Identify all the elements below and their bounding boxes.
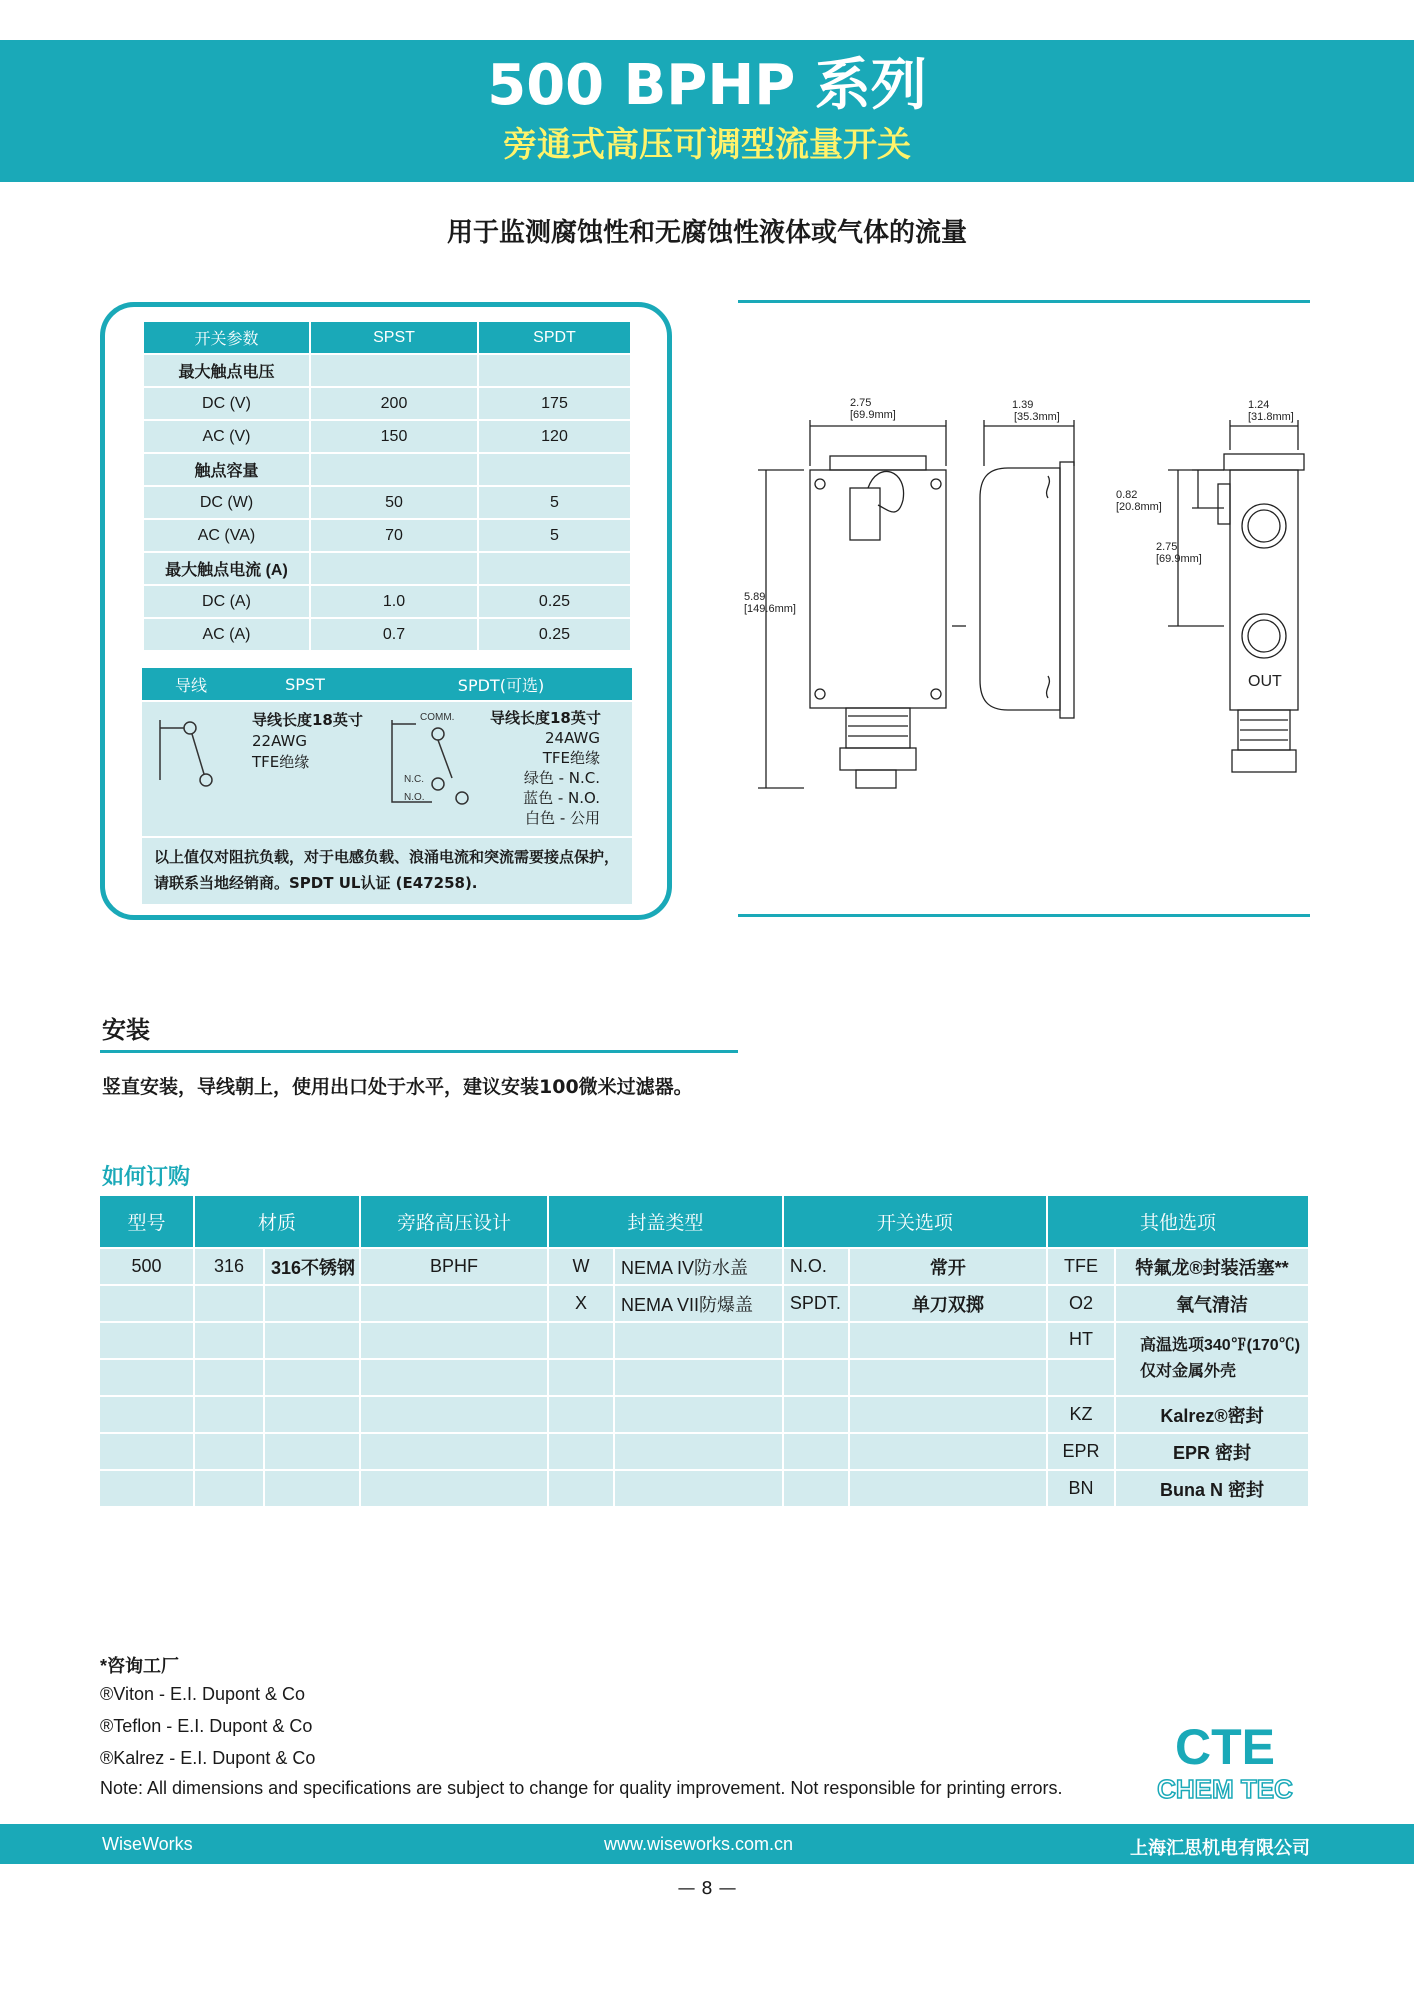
order-cell: 常开: [849, 1248, 1047, 1285]
wiring-note: 以上值仅对阻抗负载，对于电感负载、浪涌电流和突流需要接点保护，请联系当地经销商。SPDT UL认证 (E47258).: [142, 838, 632, 904]
cte-logo: [1140, 1720, 1310, 1804]
order-cell: [100, 1285, 194, 1322]
order-cell: NEMA VII防爆盖: [614, 1285, 783, 1322]
spec-spdt: [478, 552, 631, 585]
dim-w3-mm: [31.8mm]: [1248, 411, 1294, 423]
spec-spst: [310, 453, 478, 486]
order-cell: 500: [100, 1248, 194, 1285]
spec-row: [143, 618, 631, 651]
order-row: [100, 1433, 1309, 1470]
spec-header-row: [143, 321, 631, 354]
order-header-material: 材质: [194, 1196, 360, 1248]
order-row: [100, 1470, 1309, 1507]
dim-w1: 2.75: [850, 397, 872, 409]
footnote: *咨询工厂: [100, 1656, 180, 1676]
order-cell: X: [548, 1285, 614, 1322]
drawing-top-rule: [738, 300, 1310, 303]
page-title: 500 BPHP 系列: [487, 53, 927, 118]
order-row: [100, 1396, 1309, 1433]
order-header-row: [100, 1196, 1309, 1248]
order-cell: SPDT.: [783, 1285, 849, 1322]
footnote: ®Kalrez - E.I. Dupont & Co: [100, 1748, 316, 1768]
intro-text: 用于监测腐蚀性和无腐蚀性液体或气体的流量: [446, 218, 967, 248]
spec-spst: [310, 552, 478, 585]
dim-w1-mm: [69.9mm]: [850, 409, 896, 421]
order-cell: Kalrez®密封: [1115, 1396, 1309, 1433]
footer-company: 上海汇思机电有限公司: [1130, 1838, 1310, 1858]
page-number: — 8 —: [677, 1878, 737, 1899]
wiring-comm-label: COMM.: [420, 712, 455, 723]
install-title: 安装: [102, 1016, 150, 1044]
order-table: [100, 1196, 1310, 1508]
spec-row: [143, 354, 631, 387]
spec-row: [143, 585, 631, 618]
footer-left: WiseWorks: [102, 1834, 193, 1854]
spdt-desc-line: 白色 - 公用: [525, 809, 600, 827]
spec-spst: 70: [310, 519, 478, 552]
spec-label: DC (W): [143, 486, 310, 519]
spec-spdt: 5: [478, 486, 631, 519]
order-cell: [360, 1285, 548, 1322]
order-row: [100, 1322, 1309, 1359]
spec-header-spdt: SPDT: [478, 321, 631, 354]
header-banner: [0, 40, 1414, 182]
spec-spdt: 5: [478, 519, 631, 552]
spec-spdt: [478, 453, 631, 486]
spec-label: DC (A): [143, 585, 310, 618]
spec-spdt: 0.25: [478, 585, 631, 618]
spec-spdt: 175: [478, 387, 631, 420]
spec-spst: 200: [310, 387, 478, 420]
order-cell: N.O.: [783, 1248, 849, 1285]
dim-d2: 2.75: [1156, 541, 1178, 553]
order-title: 如何订购: [102, 1165, 191, 1190]
order-header-model: 型号: [100, 1196, 194, 1248]
dim-w2-mm: [35.3mm]: [1014, 411, 1060, 423]
order-ht-desc: [1115, 1322, 1309, 1396]
dim-h1-mm: [149.6mm]: [744, 603, 796, 615]
dim-d1-mm: [20.8mm]: [1116, 501, 1162, 513]
spec-row: [143, 552, 631, 585]
order-row: [100, 1285, 1309, 1322]
spec-spdt: 120: [478, 420, 631, 453]
wiring-header-spdt: SPDT(可选): [457, 675, 545, 695]
spst-wire-desc: [252, 710, 363, 773]
dim-d2-mm: [69.9mm]: [1156, 553, 1202, 565]
disclaimer-note: Note: All dimensions and specifications are subject to change for quality improvement. Not responsible for printing errors.: [100, 1778, 1063, 1798]
wiring-nc-label: N.C.: [404, 774, 424, 785]
spec-spst: 150: [310, 420, 478, 453]
order-cell: [264, 1285, 360, 1322]
spec-label: AC (V): [143, 420, 310, 453]
spec-row: [143, 420, 631, 453]
spec-spst: 0.7: [310, 618, 478, 651]
spec-label: 触点容量: [143, 453, 310, 486]
order-cell: TFE: [1047, 1248, 1115, 1285]
logo-bottom-text: CHEM TEC: [1157, 1774, 1293, 1804]
order-cell: 氧气清洁: [1115, 1285, 1309, 1322]
spec-header-spst: SPST: [310, 321, 478, 354]
dimension-drawing: [738, 380, 1310, 820]
order-cell: 316: [194, 1248, 264, 1285]
install-text: 竖直安装，导线朝上，使用出口处于水平，建议安装100微米过滤器。: [102, 1076, 693, 1098]
spst-desc-line: 22AWG: [252, 732, 307, 750]
spdt-desc-line: 蓝色 - N.O.: [523, 789, 600, 807]
spec-row: [143, 453, 631, 486]
order-cell: [194, 1285, 264, 1322]
spec-spst: 1.0: [310, 585, 478, 618]
install-rule: [100, 1050, 738, 1053]
spdt-desc-line: 导线长度18英寸: [490, 709, 601, 727]
spdt-desc-line: 24AWG: [545, 729, 600, 747]
order-cell: W: [548, 1248, 614, 1285]
wiring-body: [142, 702, 632, 836]
spec-row: [143, 387, 631, 420]
drawing-bottom-rule: [738, 914, 1310, 917]
order-cell: 特氟龙®封装活塞**: [1115, 1248, 1309, 1285]
spst-desc-line: 导线长度18英寸: [252, 711, 363, 729]
ht-desc-line: 仅对金属外壳: [1139, 1363, 1236, 1380]
order-cell: NEMA IV防水盖: [614, 1248, 783, 1285]
wiring-header-spst: SPST: [285, 674, 325, 694]
spec-table: [142, 320, 632, 652]
order-row: [100, 1248, 1309, 1285]
spdt-desc-line: TFE绝缘: [542, 749, 600, 767]
dim-w3: 1.24: [1248, 399, 1270, 411]
order-cell: Buna N 密封: [1115, 1470, 1309, 1507]
spec-label: AC (A): [143, 618, 310, 651]
spec-spdt: 0.25: [478, 618, 631, 651]
spec-label: 最大触点电流 (A): [143, 552, 310, 585]
order-header-bypass: 旁路高压设计: [360, 1196, 548, 1248]
spec-label: 最大触点电压: [143, 354, 310, 387]
order-cell: EPR 密封: [1115, 1433, 1309, 1470]
order-cell: 单刀双掷: [849, 1285, 1047, 1322]
spdt-desc-line: 绿色 - N.C.: [523, 769, 600, 787]
spec-row: [143, 486, 631, 519]
footer-bar: [0, 1824, 1414, 1864]
spst-desc-line: TFE绝缘: [252, 753, 310, 771]
order-cell: KZ: [1047, 1396, 1115, 1433]
wiring-no-label: N.O.: [404, 792, 425, 803]
spdt-wire-desc: [490, 708, 600, 828]
spec-header-param: 开关参数: [143, 321, 310, 354]
dim-d1: 0.82: [1116, 489, 1138, 501]
footnote: ®Viton - E.I. Dupont & Co: [100, 1684, 306, 1704]
spec-label: DC (V): [143, 387, 310, 420]
dim-out-label: OUT: [1248, 673, 1282, 690]
order-cell: EPR: [1047, 1433, 1115, 1470]
dim-w2: 1.39: [1012, 399, 1034, 411]
spec-spst: [310, 354, 478, 387]
order-header-other: 其他选项: [1047, 1196, 1309, 1248]
order-header-cover: 封盖类型: [548, 1196, 783, 1248]
page-subtitle: 旁通式高压可调型流量开关: [503, 125, 911, 165]
order-cell: O2: [1047, 1285, 1115, 1322]
order-cell: BN: [1047, 1470, 1115, 1507]
footer-url[interactable]: www.wiseworks.com.cn: [604, 1834, 794, 1854]
spec-spdt: [478, 354, 631, 387]
order-cell: 316不锈钢: [264, 1248, 360, 1285]
footnote: ®Teflon - E.I. Dupont & Co: [100, 1716, 313, 1736]
order-header-switch: 开关选项: [783, 1196, 1047, 1248]
ht-desc-line: 高温选项340℉(170℃): [1139, 1337, 1301, 1354]
wiring-header: [142, 668, 632, 700]
logo-top-text: CTE: [1175, 1720, 1275, 1775]
order-cell: BPHF: [360, 1248, 548, 1285]
dim-h1: 5.89: [744, 591, 766, 603]
spec-spst: 50: [310, 486, 478, 519]
spec-row: [143, 519, 631, 552]
order-cell: HT: [1047, 1322, 1115, 1359]
spec-label: AC (VA): [143, 519, 310, 552]
wiring-header-label: 导线: [174, 675, 207, 695]
